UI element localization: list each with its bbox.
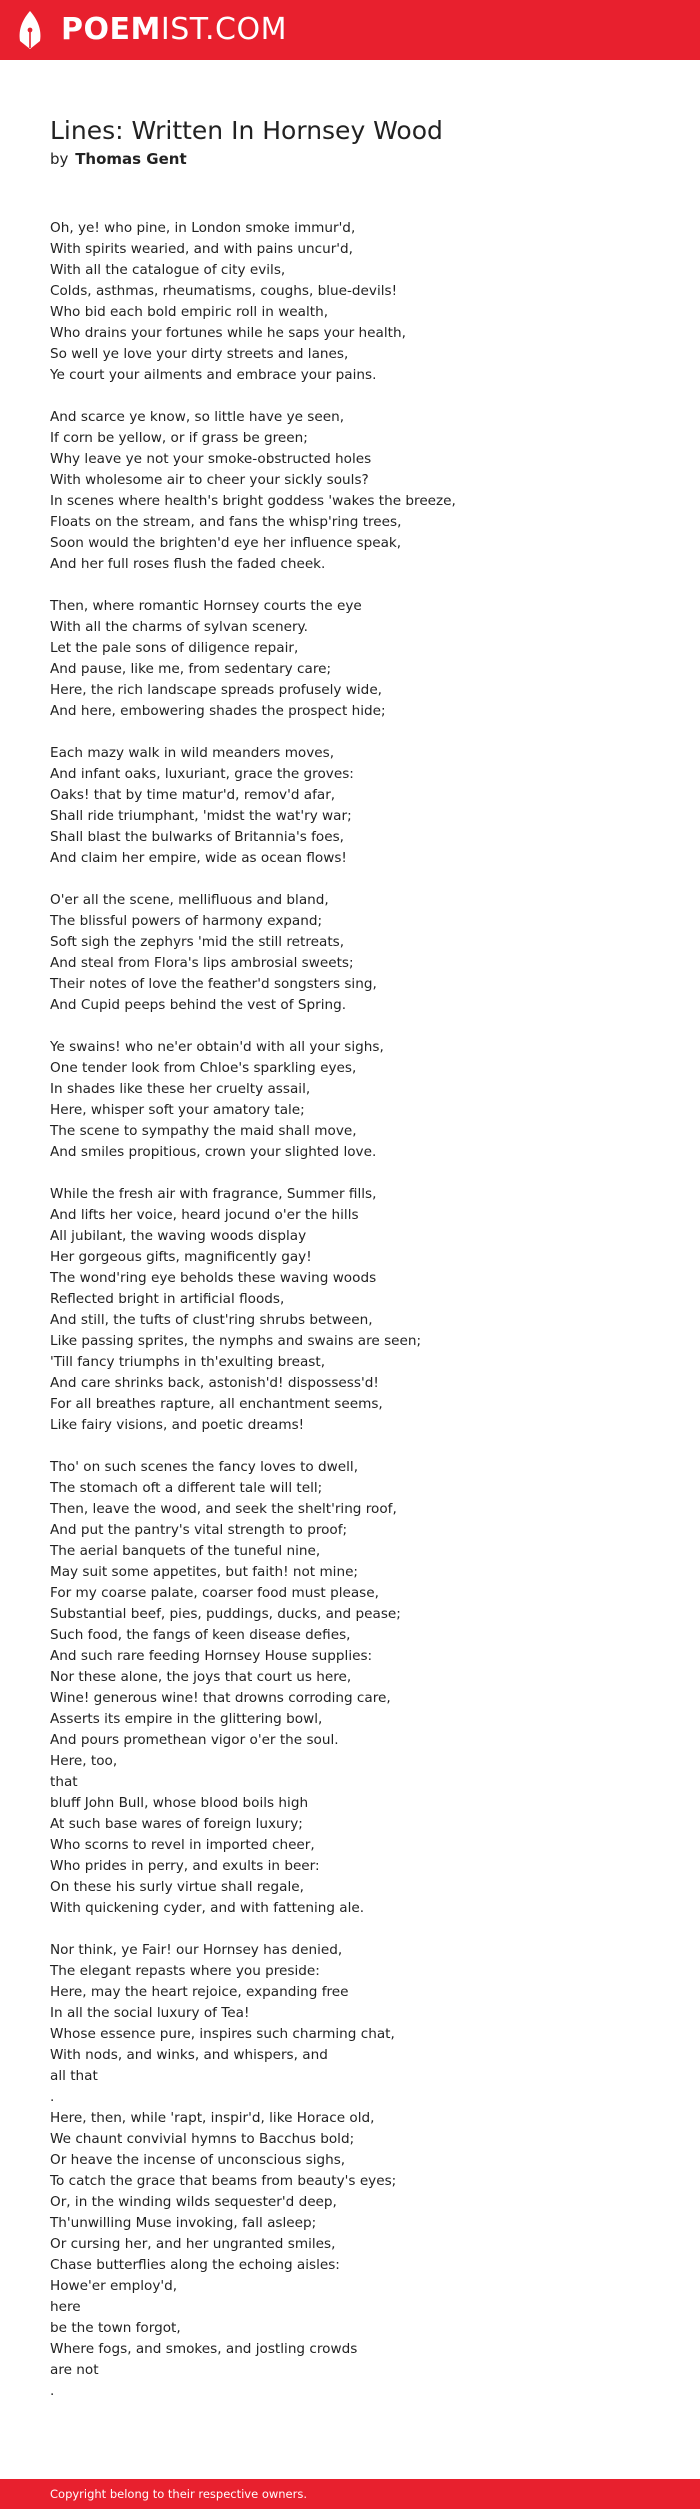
poem-line: While the fresh air with fragrance, Summer fills,: [50, 1186, 377, 1202]
poem-line: Here, too,: [50, 1753, 118, 1769]
poem-line: Reflected bright in artificial floods,: [50, 1291, 285, 1307]
poem-line: .: [50, 2383, 55, 2399]
poem-line: And smiles propitious, crown your slighted love.: [50, 1144, 377, 1160]
poem-line: Their notes of love the feather'd songsters sing,: [50, 976, 377, 992]
poem-line: Floats on the stream, and fans the whisp'ring trees,: [50, 514, 402, 530]
poem-line: One tender look from Chloe's sparkling eyes,: [50, 1060, 357, 1076]
poem-line: Who bid each bold empiric roll in wealth,: [50, 304, 329, 320]
poem-line: Why leave ye not your smoke-obstructed holes: [50, 451, 372, 467]
poem-line: With spirits wearied, and with pains uncur'd,: [50, 241, 353, 257]
poem-line: Each mazy walk in wild meanders moves,: [50, 745, 335, 761]
poem-line: Colds, asthmas, rheumatisms, coughs, blue-devils!: [50, 283, 398, 299]
poem-line: Here, whisper soft your amatory tale;: [50, 1102, 305, 1118]
logo-bold-text: POEM: [61, 12, 161, 47]
poem-line: Who prides in perry, and exults in beer:: [50, 1858, 320, 1874]
poem-line: The blissful powers of harmony expand;: [50, 913, 323, 929]
poem-line: We chaunt convivial hymns to Bacchus bold;: [50, 2131, 355, 2147]
poem-line: And claim her empire, wide as ocean flows!: [50, 850, 347, 866]
poem-line: With quickening cyder, and with fattening ale.: [50, 1900, 365, 1916]
site-footer: [0, 2479, 700, 2509]
poem-line: On these his surly virtue shall regale,: [50, 1879, 304, 1895]
logo-thin-text: IST.COM: [160, 12, 287, 47]
pen-nib-icon[interactable]: [17, 9, 43, 51]
stanza: [50, 890, 670, 1016]
poem-line: And scarce ye know, so little have ye seen,: [50, 409, 345, 425]
poem-line: Like passing sprites, the nymphs and swains are seen;: [50, 1333, 422, 1349]
stanza: [50, 596, 670, 722]
poem-line: At such base wares of foreign luxury;: [50, 1816, 303, 1832]
poem-line: Oaks! that by time matur'd, remov'd afar,: [50, 787, 336, 803]
poem-line: Then, where romantic Hornsey courts the eye: [50, 598, 362, 614]
poem-line: So well ye love your dirty streets and lanes,: [50, 346, 349, 362]
poem-line: And pause, like me, from sedentary care;: [50, 661, 332, 677]
poem-line: In scenes where health's bright goddess 'wakes the breeze,: [50, 493, 456, 509]
poem-title: Lines: Written In Hornsey Wood: [50, 116, 443, 145]
author-name[interactable]: Thomas Gent: [75, 150, 187, 168]
poem-line: all that: [50, 2068, 98, 2084]
poem-line: Nor think, ye Fair! our Hornsey has denied,: [50, 1942, 343, 1958]
poem-line: Like fairy visions, and poetic dreams!: [50, 1417, 305, 1433]
poem-line: The elegant repasts where you preside:: [50, 1963, 320, 1979]
poem-line: In shades like these her cruelty assail,: [50, 1081, 311, 1097]
poem-line: Where fogs, and smokes, and jostling crowds: [50, 2341, 358, 2357]
poem-line: Asserts its empire in the glittering bowl,: [50, 1711, 323, 1727]
poem-line: If corn be yellow, or if grass be green;: [50, 430, 308, 446]
poem-line: The scene to sympathy the maid shall move,: [50, 1123, 357, 1139]
stanza: [50, 218, 670, 386]
poem-line: here: [50, 2299, 81, 2315]
stanza: [50, 1457, 670, 1919]
poem-line: Nor these alone, the joys that court us here,: [50, 1669, 352, 1685]
poem-line: The aerial banquets of the tuneful nine,: [50, 1543, 321, 1559]
poem-line: Here, the rich landscape spreads profusely wide,: [50, 682, 382, 698]
poem-line: In all the social luxury of Tea!: [50, 2005, 250, 2021]
poem-line: And lifts her voice, heard jocund o'er the hills: [50, 1207, 359, 1223]
poem-line: Or cursing her, and her ungranted smiles,: [50, 2236, 336, 2252]
poem-line: To catch the grace that beams from beauty's eyes;: [50, 2173, 397, 2189]
poem-line: be the town forgot,: [50, 2320, 181, 2336]
poem-line: Or heave the incense of unconscious sighs,: [50, 2152, 346, 2168]
poem-line: Her gorgeous gifts, magnificently gay!: [50, 1249, 312, 1265]
poem-line: Or, in the winding wilds sequester'd deep,: [50, 2194, 337, 2210]
poem-line: For all breathes rapture, all enchantment seems,: [50, 1396, 383, 1412]
poem-line: With all the catalogue of city evils,: [50, 262, 286, 278]
poem-line: Howe'er employ'd,: [50, 2278, 178, 2294]
poem-line: And steal from Flora's lips ambrosial sweets;: [50, 955, 354, 971]
poem-line: .: [50, 2089, 55, 2105]
poem-line: Whose essence pure, inspires such charming chat,: [50, 2026, 395, 2042]
poem-line: Wine! generous wine! that drowns corroding care,: [50, 1690, 391, 1706]
poem-line: are not: [50, 2362, 99, 2378]
poem-line: bluff John Bull, whose blood boils high: [50, 1795, 309, 1811]
poem-line: For my coarse palate, coarser food must please,: [50, 1585, 379, 1601]
poem-line: And put the pantry's vital strength to proof;: [50, 1522, 348, 1538]
poem-line: And pours promethean vigor o'er the soul.: [50, 1732, 339, 1748]
poem-line: Chase butterflies along the echoing aisles:: [50, 2257, 340, 2273]
poem-line: that: [50, 1774, 78, 1790]
poem-body: [50, 218, 670, 2423]
poem-line: The stomach oft a different tale will tell;: [50, 1480, 323, 1496]
poem-line: With nods, and winks, and whispers, and: [50, 2047, 328, 2063]
poem-line: The wond'ring eye beholds these waving woods: [50, 1270, 377, 1286]
poem-line: O'er all the scene, mellifluous and bland,: [50, 892, 329, 908]
poem-line: And Cupid peeps behind the vest of Spring.: [50, 997, 347, 1013]
stanza: [50, 1037, 670, 1163]
stanza: [50, 1184, 670, 1436]
poem-line: Ye swains! who ne'er obtain'd with all your sighs,: [50, 1039, 384, 1055]
poem-line: May suit some appetites, but faith! not mine;: [50, 1564, 359, 1580]
by-label: by: [50, 150, 69, 168]
poem-line: Here, may the heart rejoice, expanding free: [50, 1984, 349, 2000]
poem-line: Let the pale sons of diligence repair,: [50, 640, 299, 656]
poem-line: Who drains your fortunes while he saps your health,: [50, 325, 406, 341]
poem-line: Shall blast the bulwarks of Britannia's foes,: [50, 829, 345, 845]
poem-line: Here, then, while 'rapt, inspir'd, like Horace old,: [50, 2110, 375, 2126]
stanza: [50, 1940, 670, 2402]
copyright-notice: Copyright belong to their respective owners.: [50, 2487, 308, 2501]
poem-line: All jubilant, the waving woods display: [50, 1228, 307, 1244]
poem-line: Such food, the fangs of keen disease defies,: [50, 1627, 351, 1643]
poem-line: Tho' on such scenes the fancy loves to dwell,: [50, 1459, 359, 1475]
poem-line: 'Till fancy triumphs in th'exulting breast,: [50, 1354, 326, 1370]
poem-line: Then, leave the wood, and seek the shelt'ring roof,: [50, 1501, 397, 1517]
poem-byline: [50, 148, 187, 170]
poem-line: Oh, ye! who pine, in London smoke immur'd,: [50, 220, 356, 236]
poem-line: Th'unwilling Muse invoking, fall asleep;: [50, 2215, 317, 2231]
stanza: [50, 407, 670, 575]
stanza: [50, 743, 670, 869]
poem-line: And still, the tufts of clust'ring shrubs between,: [50, 1312, 373, 1328]
site-header: [0, 0, 700, 60]
poem-line: With wholesome air to cheer your sickly souls?: [50, 472, 369, 488]
poem-line: Ye court your ailments and embrace your pains.: [50, 367, 377, 383]
poem-line: Soft sigh the zephyrs 'mid the still retreats,: [50, 934, 345, 950]
poem-line: Substantial beef, pies, puddings, ducks, and pease;: [50, 1606, 401, 1622]
poem-line: And infant oaks, luxuriant, grace the groves:: [50, 766, 354, 782]
poem-line: Shall ride triumphant, 'midst the wat'ry war;: [50, 808, 352, 824]
poem-line: And such rare feeding Hornsey House supplies:: [50, 1648, 373, 1664]
poem-line: And her full roses flush the faded cheek.: [50, 556, 326, 572]
poem-line: Who scorns to revel in imported cheer,: [50, 1837, 315, 1853]
poem-line: And here, embowering shades the prospect hide;: [50, 703, 386, 719]
poem-line: And care shrinks back, astonish'd! dispossess'd!: [50, 1375, 379, 1391]
poem-line: Soon would the brighten'd eye her influence speak,: [50, 535, 402, 551]
site-logo[interactable]: [61, 13, 287, 47]
poem-line: With all the charms of sylvan scenery.: [50, 619, 308, 635]
